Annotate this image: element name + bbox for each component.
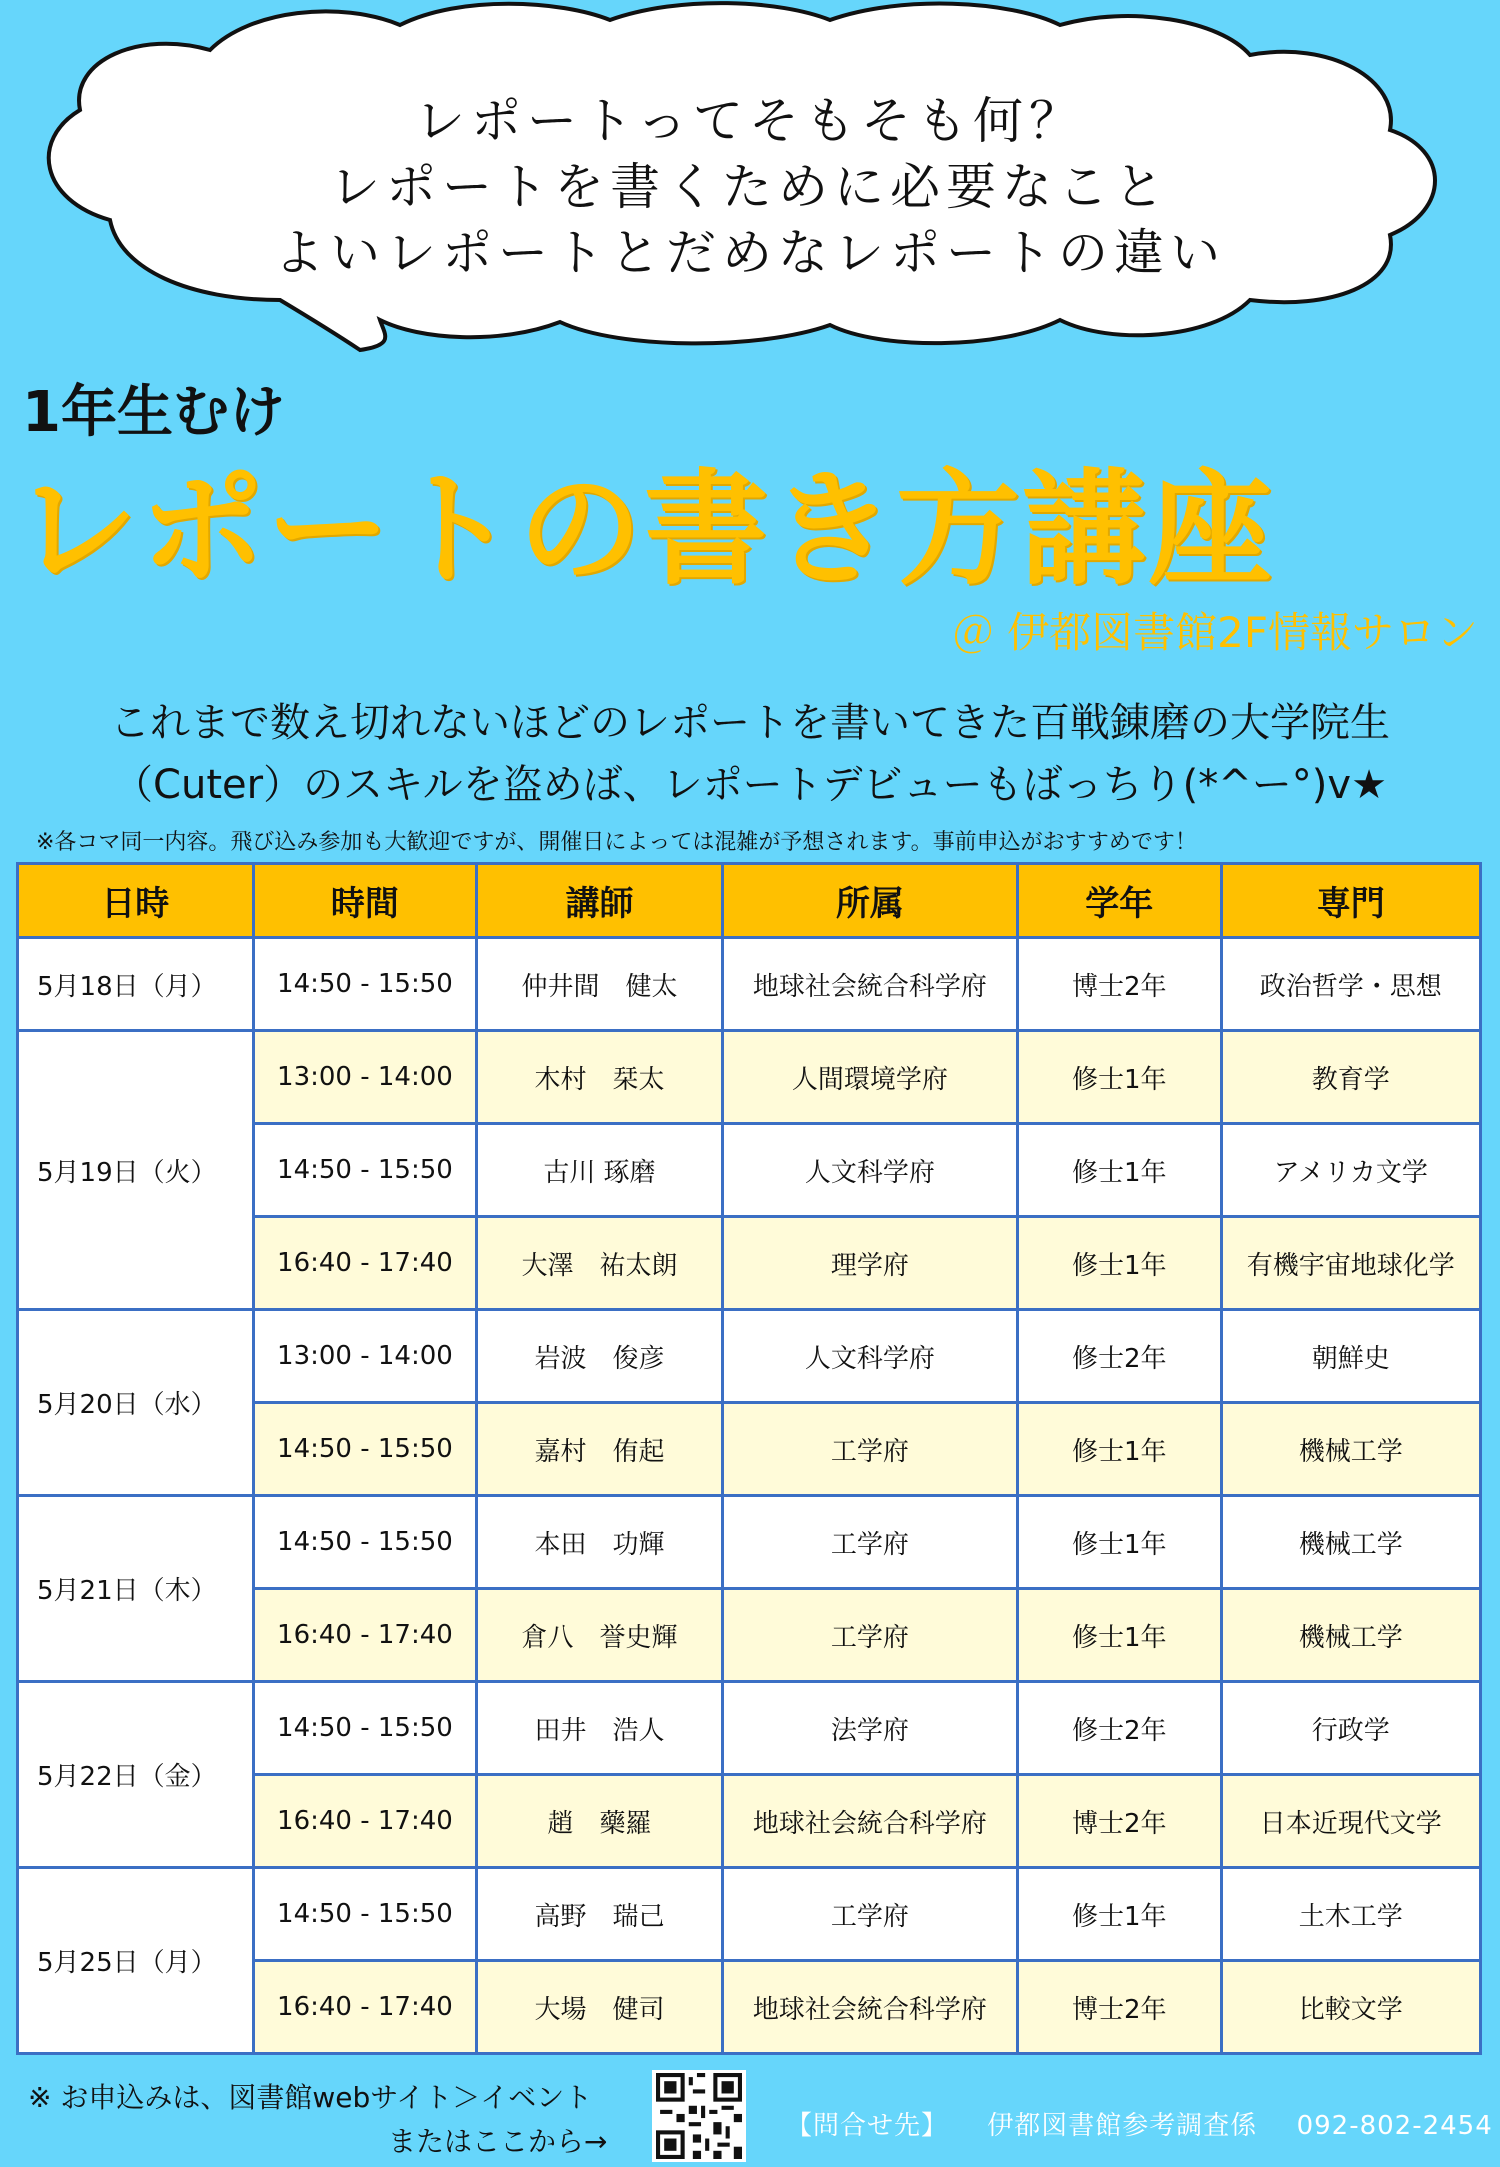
major-cell: 比較文学 [1221,1961,1481,2054]
affiliation-cell: 工学府 [722,1496,1017,1589]
cloud-text [180,88,1320,286]
table-row [18,1496,1481,1589]
major-cell: アメリカ文学 [1221,1124,1481,1217]
cloud-line-3: よいレポートとだめなレポートの違い [274,224,1226,282]
grade-cell: 修士2年 [1017,1682,1221,1775]
contact-org: 伊都図書館参考調査係 [987,2111,1258,2141]
affiliation-cell: 法学府 [722,1682,1017,1775]
affiliation-cell: 地球社会統合科学府 [722,1775,1017,1868]
lecturer-cell: 本田 功輝 [477,1496,722,1589]
lead-text [20,692,1480,816]
lecturer-cell: 大場 健司 [477,1961,722,2054]
time-cell: 16:40 - 17:40 [253,1961,477,2054]
application-line-1: ※ お申込みは、図書館webサイト＞イベント [28,2081,593,2114]
major-cell: 日本近現代文学 [1221,1775,1481,1868]
lecturer-cell: 嘉村 侑起 [477,1403,722,1496]
time-cell: 14:50 - 15:50 [253,1682,477,1775]
date-cell: 5月19日（火） [18,1031,254,1310]
table-row [18,1031,1481,1124]
table-row [18,1310,1481,1403]
lecturer-cell: 趙 藥羅 [477,1775,722,1868]
grade-cell: 修士1年 [1017,1868,1221,1961]
affiliation-cell: 地球社会統合科学府 [722,938,1017,1031]
time-cell: 16:40 - 17:40 [253,1589,477,1682]
page-title: レポートの書き方講座 [14,458,1275,602]
grade-cell: 博士2年 [1017,1961,1221,2054]
qr-code-icon[interactable] [652,2070,746,2162]
table-row [18,1682,1481,1775]
time-cell: 14:50 - 15:50 [253,1403,477,1496]
grade-cell: 博士2年 [1017,1775,1221,1868]
time-cell: 14:50 - 15:50 [253,1868,477,1961]
lecturer-cell: 倉八 誉史輝 [477,1589,722,1682]
major-cell: 政治哲学・思想 [1221,938,1481,1031]
lecturer-cell: 大澤 祐太朗 [477,1217,722,1310]
header-time: 時間 [253,864,477,938]
grade-cell: 修士1年 [1017,1124,1221,1217]
date-cell: 5月20日（水） [18,1310,254,1496]
time-cell: 13:00 - 14:00 [253,1310,477,1403]
lecturer-cell: 木村 栞太 [477,1031,722,1124]
major-cell: 土木工学 [1221,1868,1481,1961]
contact-phone: 092-802-2454 [1296,2111,1493,2141]
application-line-2: またはここから→ [388,2125,608,2158]
venue-label: ＠ 伊都図書館2F情報サロン [951,608,1478,657]
date-cell: 5月21日（木） [18,1496,254,1682]
major-cell: 機械工学 [1221,1589,1481,1682]
grade-cell: 修士1年 [1017,1031,1221,1124]
time-cell: 14:50 - 15:50 [253,938,477,1031]
grade-cell: 修士1年 [1017,1403,1221,1496]
table-row [18,938,1481,1031]
lecturer-cell: 田井 浩人 [477,1682,722,1775]
table-header-row [18,864,1481,938]
schedule-table [16,862,1482,2055]
header-lecturer: 講師 [477,864,722,938]
affiliation-cell: 工学府 [722,1868,1017,1961]
contact-label: 【問合せ先】 [786,2111,949,2141]
grade-cell: 修士1年 [1017,1589,1221,1682]
cloud-line-2: レポートを書くために必要なこと [330,158,1170,216]
grade-cell: 修士1年 [1017,1217,1221,1310]
time-cell: 16:40 - 17:40 [253,1217,477,1310]
header-affiliation: 所属 [722,864,1017,938]
date-cell: 5月18日（月） [18,938,254,1031]
major-cell: 機械工学 [1221,1403,1481,1496]
time-cell: 16:40 - 17:40 [253,1775,477,1868]
contact-info [786,2105,1500,2142]
header-datetime: 日時 [18,864,254,938]
lead-line-2: （Cuter）のスキルを盗めば、レポートデビューもばっちり(*^ー°)v★ [113,762,1387,808]
grade-cell: 修士2年 [1017,1310,1221,1403]
affiliation-cell: 人間環境学府 [722,1031,1017,1124]
time-cell: 14:50 - 15:50 [253,1124,477,1217]
affiliation-cell: 工学府 [722,1589,1017,1682]
notice-text: ※各コマ同一内容。飛び込み参加も大歓迎ですが、開催日によっては混雑が予想されます。事前申込がおすすめです！ [36,830,1197,855]
cloud-line-1: レポートってそもそも何？ [415,92,1085,150]
audience-label: 1年生むけ [22,380,285,445]
time-cell: 14:50 - 15:50 [253,1496,477,1589]
header-grade: 学年 [1017,864,1221,938]
affiliation-cell: 地球社会統合科学府 [722,1961,1017,2054]
date-cell: 5月22日（金） [18,1682,254,1868]
major-cell: 教育学 [1221,1031,1481,1124]
affiliation-cell: 工学府 [722,1403,1017,1496]
lecturer-cell: 岩波 俊彦 [477,1310,722,1403]
affiliation-cell: 理学府 [722,1217,1017,1310]
major-cell: 行政学 [1221,1682,1481,1775]
table-row [18,1868,1481,1961]
lead-line-1: これまで数え切れないほどのレポートを書いてきた百戦錬磨の大学院生 [110,700,1390,746]
header-major: 専門 [1221,864,1481,938]
major-cell: 朝鮮史 [1221,1310,1481,1403]
date-cell: 5月25日（月） [18,1868,254,2054]
major-cell: 有機宇宙地球化学 [1221,1217,1481,1310]
grade-cell: 博士2年 [1017,938,1221,1031]
major-cell: 機械工学 [1221,1496,1481,1589]
lecturer-cell: 古川 琢磨 [477,1124,722,1217]
affiliation-cell: 人文科学府 [722,1124,1017,1217]
grade-cell: 修士1年 [1017,1496,1221,1589]
lecturer-cell: 仲井間 健太 [477,938,722,1031]
lecturer-cell: 高野 瑞己 [477,1868,722,1961]
application-note [28,2076,607,2164]
time-cell: 13:00 - 14:00 [253,1031,477,1124]
affiliation-cell: 人文科学府 [722,1310,1017,1403]
